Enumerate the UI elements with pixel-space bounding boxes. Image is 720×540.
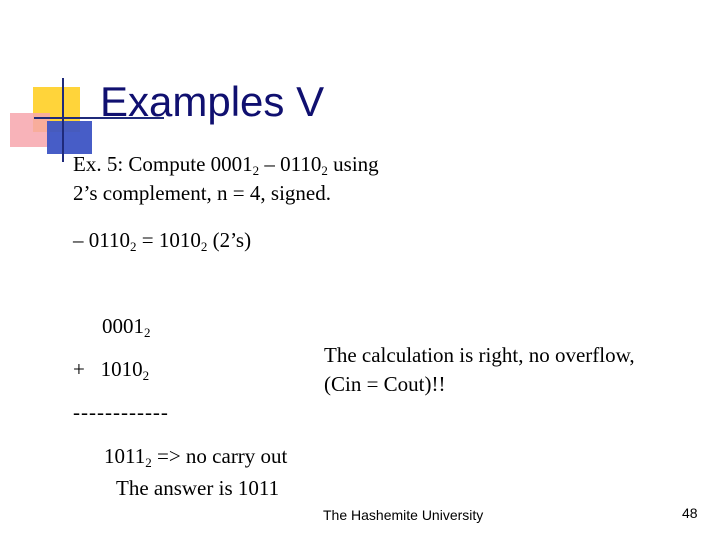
decor-vertical-line (62, 78, 64, 162)
decor-blue-square (47, 121, 92, 154)
sum-separator: ------------ (73, 400, 169, 424)
answer-line: The answer is 1011 (116, 476, 280, 500)
slide-title: Examples V (100, 78, 325, 125)
sum-result: $1011_2$ => no carry out (104, 444, 288, 470)
example-line-1: Ex. 5: Compute $0001_2 - 0110_2$ using (73, 152, 379, 178)
operand-2: + $1010_2$ (73, 357, 150, 383)
note-line-2: (Cin = Cout)!! (324, 372, 446, 396)
example-line-2: 2’s complement, n = 4, signed. (73, 181, 331, 205)
note-line-1: The calculation is right, no overflow, (324, 343, 635, 367)
footer-text: The Hashemite University (323, 507, 484, 523)
operand-1: $0001_2$ (102, 314, 151, 340)
page-number: 48 (682, 505, 698, 521)
negation-line: – $0110_2 = 1010_2$ (2’s) (73, 228, 252, 254)
